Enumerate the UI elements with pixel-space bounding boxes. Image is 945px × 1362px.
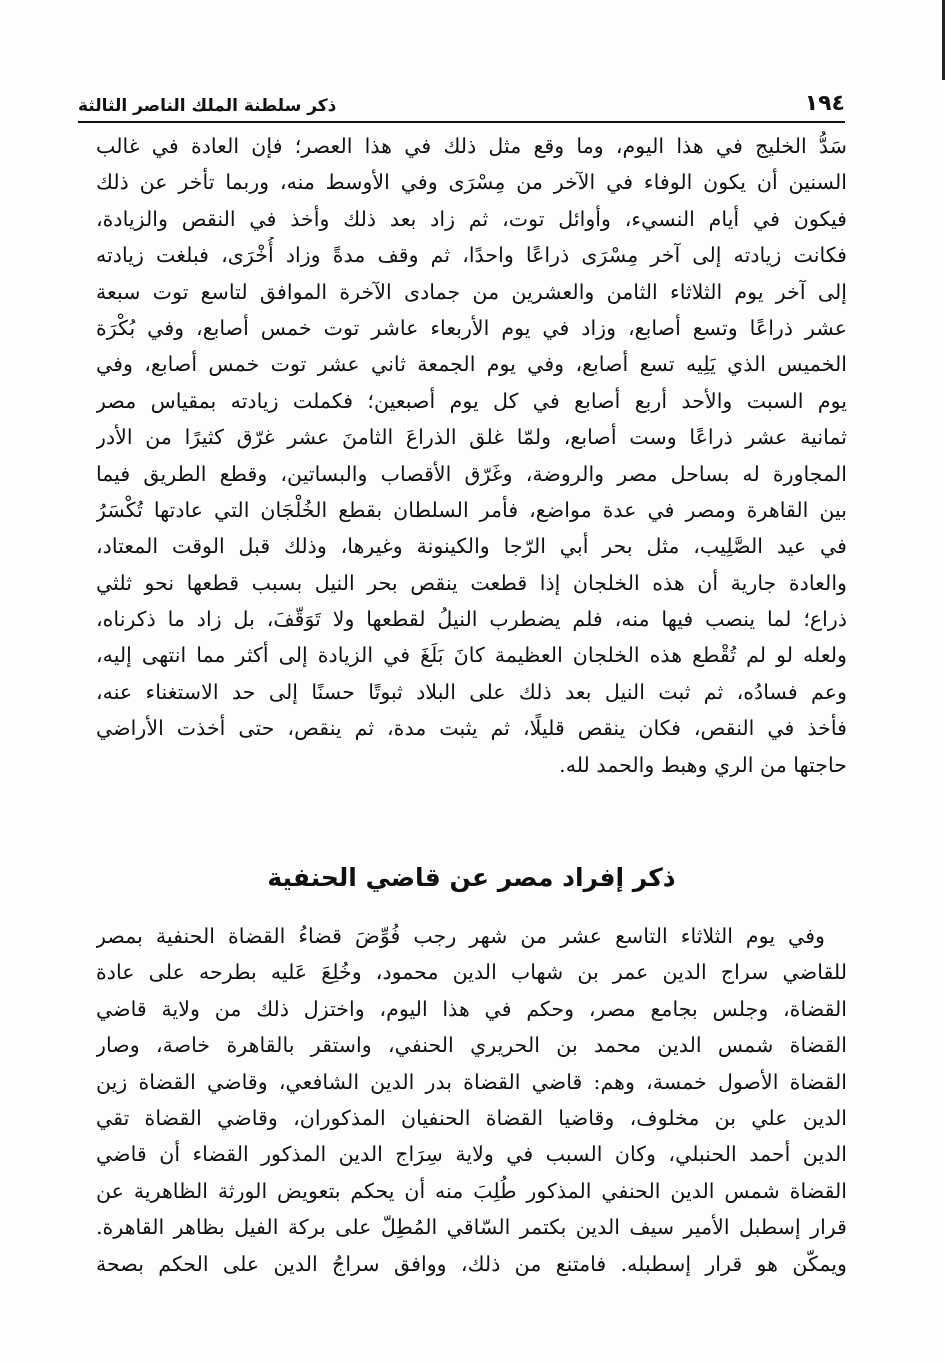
page-header [78,82,845,116]
header-rule [78,121,845,123]
text-line: بين القاهرة ومصر في عدة مواضع، فأمر السلطان بقطع الخُلْجَان التي عادتها تُكْسَرُ [96,497,847,522]
text-line: إلى آخر يوم الثلاثاء الثامن والعشرين من جمادى الآخرة الموافق لتاسع توت سبعة [96,279,847,304]
running-title: ذكر سلطنة الملك الناصر الثالثة [78,96,337,116]
paragraph-hanafi-judge [96,918,847,1282]
text-line: سَدُّ الخليج في هذا اليوم، وما وقع مثل ذلك في هذا العصر؛ فإن العادة في غالب [96,134,847,158]
text-line: ذراع؛ لما ينصب فيها منه، فلم يضطرب النيلُ لقطعها ولا تَوَقّفَ، بل زاد ما ذكرناه، [96,607,847,632]
text-line: حاجتها من الري وهبط والحمد لله. [559,752,847,777]
text-line: الدين أحمد الحنبلي، وكان السبب في ولاية سِرَاج الدين المذكور القضاء أن قاضي [96,1142,847,1167]
text-line: يوم السبت والأحد أربع أصابع في كل يوم أصبعين؛ فكملت زيادته بمقياس مصر [96,388,847,413]
text-line: وعم فسادُه، ثم ثبت النيل بعد ذلك على البلاد ثبوتًا حسنًا إلى حد الاستغناء عنه، [96,679,847,704]
text-line: فأخذ في النقص، فكان ينقص قليلًا، ثم يثبت مدة، ثم ينقص، حتى أخذت الأراضي [96,716,847,741]
text-line: فكانت زيادته إلى آخر مِسْرَى ذراعًا واحدًا، ثم وقف مدةً وزاد أُخْرَى، فبلغت زيادته [96,243,847,268]
paragraph-nile-flood [96,128,847,783]
text-line: المجاورة له بساحل مصر والروضة، وغَرّق الأقصاب والبساتين، وقطع الطريق فيما [96,461,847,486]
page-number: ١٩٤ [804,91,845,116]
text-line: ثمانية عشر ذراعًا وست أصابع، ولمّا غلق الذراعَ الثامنَ عشر غرّق كثيرًا من الأدر [96,425,847,450]
text-line: الدين علي بن مخلوف، وقاضيا القضاة الحنفيان المذكوران، وقاضي القضاة تقي [96,1105,847,1130]
text-line: القضاة شمس الدين محمد بن الحريري الحنفي، واستقر بالقاهرة خاصة، وصار [96,1033,847,1058]
text-line: عشر ذراعًا وتسع أصابع، وزاد في يوم الأربعاء عاشر توت خمس أصابع، وفي بُكْرَة [96,315,847,340]
text-line: ولعله لو لم تُقْطع هذه الخلجان العظيمة كانَ بَلَغَ في الزيادة إلى أكثر مما انتهى إليه، [96,643,847,668]
text-line: الخميس الذي يَلِيه تسع أصابع، وفي يوم الجمعة ثاني عشر توت خمس أصابع، وفي [96,352,847,377]
text-line: في عيد الصَّلِيب، مثل بحر أبي الرّجا والكينونة وغيرها، وذلك قبل الوقت المعتاد، [96,534,847,559]
text-line: القضاة، وجلس بجامع مصر، وحكم في هذا اليوم، واختزل ذلك من ولاية قاضي [96,996,847,1021]
text-line: ويمكّن هو قرار إسطبله. فامتنع من ذلك، ووافق سراجُ الدين على الحكم بصحة [96,1251,847,1276]
text-line: السنين أن يكون الوفاء في الآخر من مِسْرَى وفي الأوسط منه، وربما تأخر عن ذلك [96,170,847,195]
text-line: القضاة الأصول خمسة، وهم: قاضي القضاة بدر الدين الشافعي، وقاضي القضاة زين [96,1069,847,1094]
text-line: والعادة جارية أن هذه الخلجان إذا قطعت ينقص بحر النيل بسبب قطعها نحو ثلثي [96,570,847,595]
section-heading: ذكر إفراد مصر عن قاضي الحنفية [267,863,676,892]
text-line: فيكون في أيام النسيء، وأوائل توت، ثم زاد بعد ذلك وأخذ في النقص والزيادة، [96,206,847,231]
text-line: وفي يوم الثلاثاء التاسع عشر من شهر رجب فُوِّضَ قضاءُ القضاة الحنفية بمصر [96,924,825,948]
text-line: القضاة شمس الدين الحنفي المذكور طُلِبَ منه أن يحكم بتعويض الورثة الظاهرية عن [96,1178,847,1203]
text-line: قرار إسطبل الأمير سيف الدين بكتمر السّاقي المُطِلّ على بركة الفيل بظاهر القاهرة. [96,1215,847,1240]
text-line: للقاضي سراج الدين عمر بن شهاب الدين محمود، وخُلِعَ عَليه بطرحه على عادة [96,960,847,985]
